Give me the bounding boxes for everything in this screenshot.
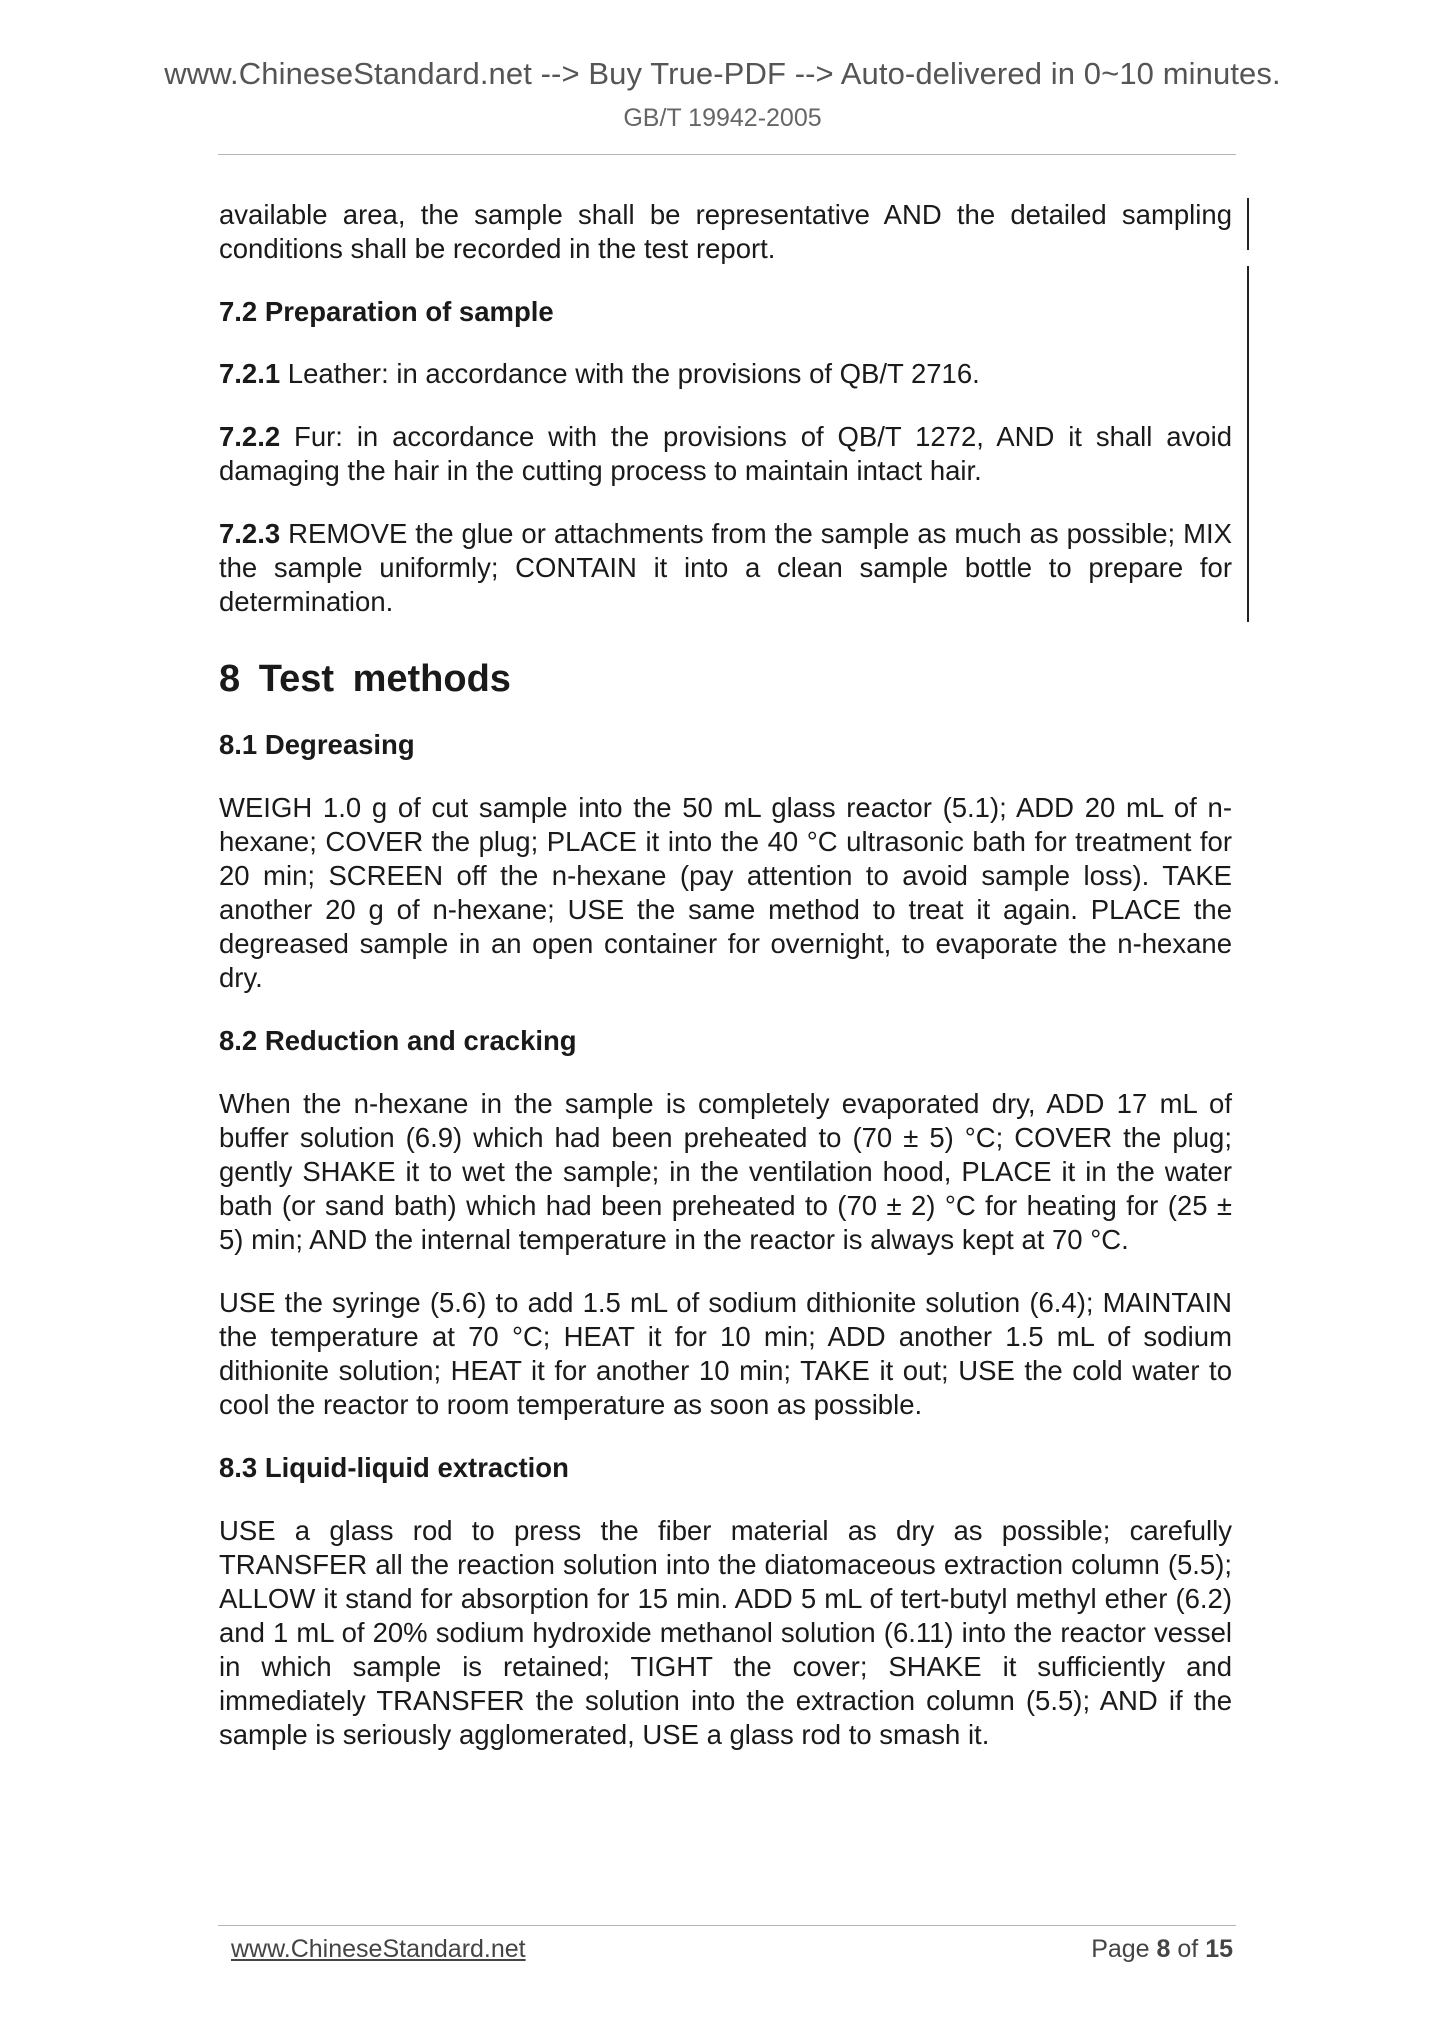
section-8-3-paragraph: USE a glass rod to press the fiber material as dry as possible; carefully TRANSFER all the reaction solution into the diatomaceous extraction column (5.5); ALLOW it stand for absorption for 15 min. ADD 5 mL of tert-butyl methyl ether (6.2) and 1 mL of 20% sodium hydroxide methanol solution (6.11) into the reactor vessel in which sample is retained; TIGHT the cover; SHAKE it sufficiently and immediately TRANSFER the solution into the extraction column (5.5); AND if the sample is seriously agglomerated, USE a glass rod to smash it. xyxy=(219,1515,1232,1750)
intro-paragraph: available area, the sample shall be representative AND the detailed sampling conditions shall be recorded in the test report. xyxy=(219,199,1232,264)
section-8-1-heading: 8.1 Degreasing xyxy=(219,729,415,760)
section-8-heading: 8 Test methods xyxy=(219,658,511,700)
clause-7-2-2-text: Fur: in accordance with the provisions of QB/T 1272, AND it shall avoid damaging the hair in the cutting process to maintain intact hair. xyxy=(219,421,1232,486)
page-content xyxy=(219,198,1232,1752)
clause-7-2-1 xyxy=(219,357,1232,391)
page-prefix: Page xyxy=(1091,1935,1157,1963)
page-current: 8 xyxy=(1156,1935,1171,1963)
page-number xyxy=(1091,1935,1233,1964)
clause-7-2-2-number: 7.2.2 xyxy=(219,421,281,452)
section-8-1-paragraph: WEIGH 1.0 g of cut sample into the 50 mL glass reactor (5.1); ADD 20 mL of n-hexane; COVER the plug; PLACE it into the 40 °C ultrasonic bath for treatment for 20 min; SCREEN off the n-hexane (pay attention to avoid sample loss). TAKE another 20 g of n-hexane; USE the same method to treat it again. PLACE the degreased sample in an open container for overnight, to evaporate the n-hexane dry. xyxy=(219,792,1232,993)
clause-7-2-3 xyxy=(219,517,1232,619)
header-divider xyxy=(218,154,1236,155)
clause-7-2-3-number: 7.2.3 xyxy=(219,518,281,549)
section-8-3-heading: 8.3 Liquid-liquid extraction xyxy=(219,1452,569,1483)
page-mid: of xyxy=(1170,1935,1206,1963)
clause-7-2-2 xyxy=(219,420,1232,488)
section-8-2-paragraph-2: USE the syringe (5.6) to add 1.5 mL of sodium dithionite solution (6.4); MAINTAIN the temperature at 70 °C; HEAT it for 10 min; ADD another 1.5 mL of sodium dithionite solution; HEAT it for another 10 min; TAKE it out; USE the cold water to cool the reactor to room temperature as soon as possible. xyxy=(219,1287,1232,1420)
section-8-2-paragraph-1: When the n-hexane in the sample is completely evaporated dry, ADD 17 mL of buffer solution (6.9) which had been preheated to (70 ± 5) °C; COVER the plug; gently SHAKE it to wet the sample; in the ventilation hood, PLACE it in the water bath (or sand bath) which had been preheated to (70 ± 2) °C for heating for (25 ± 5) min; AND the internal temperature in the reactor is always kept at 70 °C. xyxy=(219,1088,1232,1255)
header-banner: www.ChineseStandard.net --> Buy True-PDF --> Auto-delivered in 0~10 minutes. xyxy=(164,56,1281,91)
clause-7-2-1-text: Leather: in accordance with the provisions of QB/T 2716. xyxy=(280,358,980,389)
section-7-2-heading: 7.2 Preparation of sample xyxy=(219,296,554,327)
footer-divider xyxy=(218,1925,1236,1926)
change-bar-1 xyxy=(1247,198,1249,250)
page-total: 15 xyxy=(1205,1935,1233,1963)
change-bar-2 xyxy=(1247,266,1249,622)
footer-website-link[interactable]: www.ChineseStandard.net xyxy=(231,1935,526,1963)
clause-7-2-1-number: 7.2.1 xyxy=(219,358,281,389)
section-8-2-heading: 8.2 Reduction and cracking xyxy=(219,1025,577,1056)
standard-code: GB/T 19942-2005 xyxy=(623,104,822,132)
clause-7-2-3-text: REMOVE the glue or attachments from the sample as much as possible; MIX the sample uniformly; CONTAIN it into a clean sample bottle to prepare for determination. xyxy=(219,518,1232,617)
